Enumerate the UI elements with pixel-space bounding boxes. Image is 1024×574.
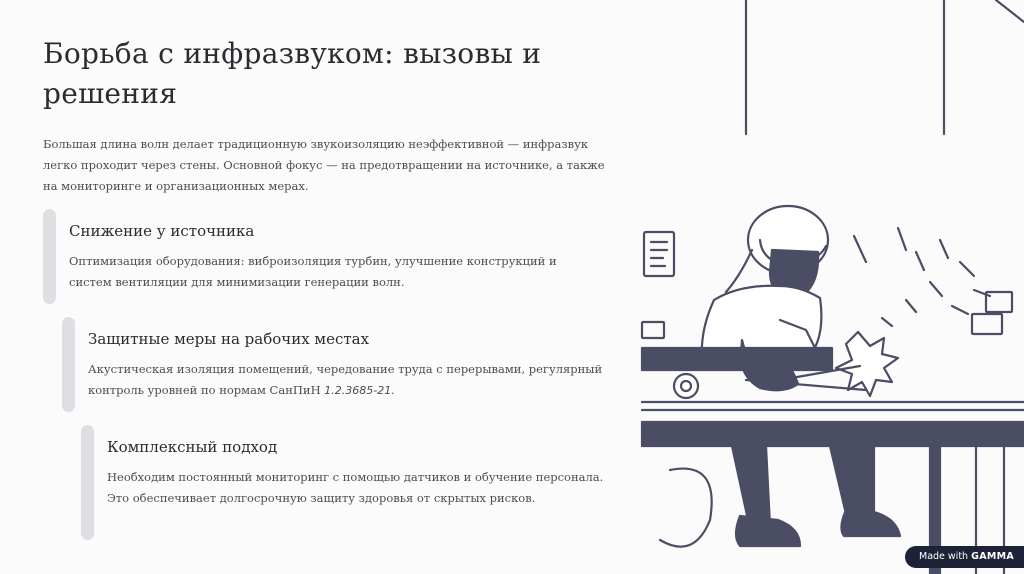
gamma-logo: GAMMA (971, 551, 1015, 562)
card-accent-bar (62, 317, 75, 412)
intro-paragraph: Большая длина волн делает традиционную звукоизоляцию неэффективной — инфразвук легко проходит через стены. Основной фокус — на предотвращении на источнике, а также на мониторинге и организационных мерах. (43, 137, 605, 193)
card-text (88, 359, 608, 401)
sanpin-norm: 1.2.3685-21. (324, 384, 395, 397)
welder-illustration (630, 0, 1024, 574)
card-accent-bar (43, 209, 56, 304)
card-workplace-protection (62, 317, 622, 412)
card-title: Снижение у источника (69, 222, 255, 240)
card-title: Комплексный подход (107, 438, 278, 456)
card-complex-approach (81, 425, 641, 540)
card-text: Оптимизация оборудования: виброизоляция турбин, улучшение конструкций и систем вентиляции для минимизации генерации волн. (69, 254, 557, 289)
made-with-gamma-badge[interactable] (905, 546, 1024, 568)
card-accent-bar (81, 425, 94, 540)
slide-title: Борьба с инфразвуком: вызовы и решения (43, 37, 542, 110)
card-title: Защитные меры на рабочих местах (88, 330, 370, 348)
card-source-reduction (43, 209, 603, 304)
badge-prefix: Made with (919, 551, 969, 562)
card-text-main: Акустическая изоляция помещений, чередование труда с перерывами, регулярный контроль уровней по нормам СанПиН (88, 362, 603, 397)
card-text: Необходим постоянный мониторинг с помощью датчиков и обучение персонала. Это обеспечивает долгосрочную защиту здоровья от скрытых рисков. (107, 470, 604, 505)
